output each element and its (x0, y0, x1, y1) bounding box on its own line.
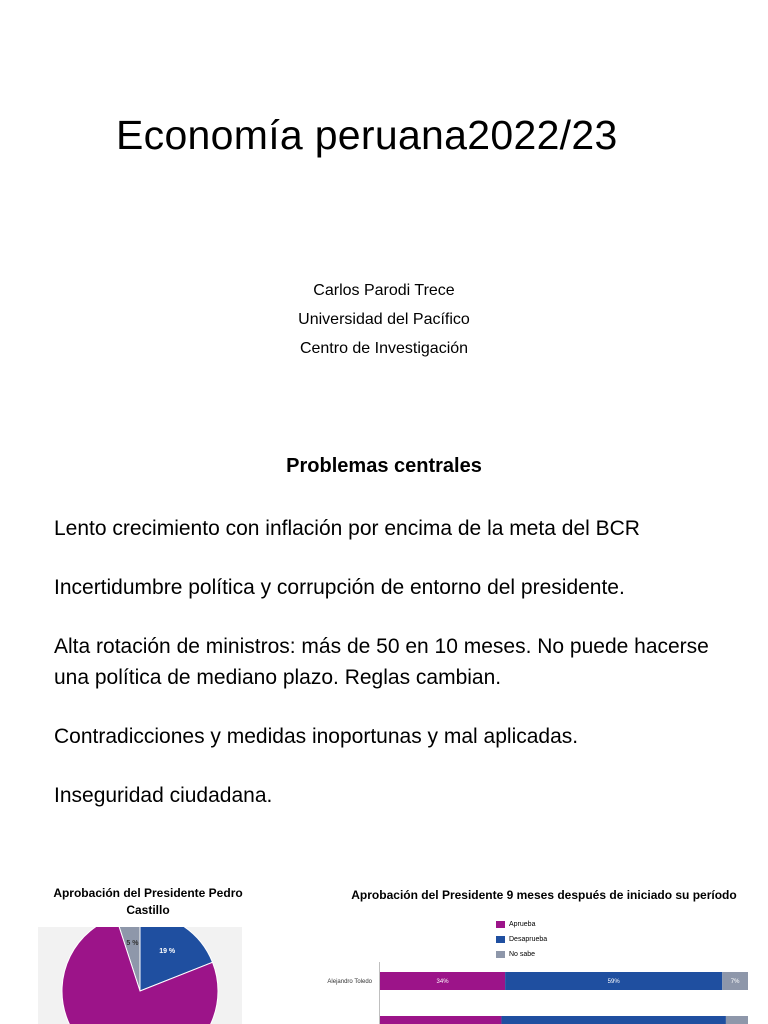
legend-swatch-no-sabe (496, 951, 505, 958)
problems-list (54, 513, 744, 839)
bar-value-label: 7% (730, 979, 740, 985)
bar-segment (501, 1016, 725, 1024)
pie-chart (38, 927, 242, 1024)
bar-category-label: Alejandro Toledo (327, 979, 372, 985)
legend-swatch-aprueba (496, 921, 505, 928)
section-heading: Problemas centrales (286, 455, 482, 477)
slide-problems (0, 430, 768, 1024)
bar-value-label: 59% (607, 979, 620, 985)
author-center: Centro de Investigación (299, 340, 469, 357)
pie-slice-label: 5 % (126, 940, 139, 948)
legend-label-desaprueba: Desaprueba (509, 936, 548, 943)
slide-title (0, 0, 768, 430)
author-block (0, 276, 768, 363)
problem-item: Alta rotación de ministros: más de 50 en 10 meses. No puede hacerse una política de mediano plazo. Reglas cambian. (54, 635, 709, 689)
problem-item: Contradicciones y medidas inoportunas y mal aplicadas. (54, 725, 579, 748)
presentation-title: Economía peruana2022/23 (116, 112, 618, 158)
author-name: Carlos Parodi Trece (313, 282, 455, 299)
problem-item: Lento crecimiento con inflación por encima de la meta del BCR (54, 517, 640, 540)
bar-chart-title: Aprobación del Presidente 9 meses después de iniciado su período (351, 888, 737, 902)
legend-item-aprueba (496, 917, 547, 932)
legend-item-no-sabe (496, 947, 547, 962)
bar-segment (380, 1016, 501, 1024)
pie-slice-label: 19 % (159, 948, 176, 956)
author-university: Universidad del Pacífico (298, 311, 470, 328)
bar-segment (726, 1016, 748, 1024)
problem-item: Inseguridad ciudadana. (54, 784, 273, 807)
pie-chart-svg (38, 927, 242, 1024)
legend-swatch-desaprueba (496, 936, 505, 943)
pie-chart-title: Aprobación del Presidente Pedro Castillo (53, 886, 243, 917)
legend-label-no-sabe: No sabe (509, 951, 536, 958)
bar-chart-legend (496, 917, 547, 962)
problem-item: Incertidumbre política y corrupción de entorno del presidente. (54, 576, 625, 599)
bar-value-label: 34% (436, 979, 449, 985)
legend-label-aprueba: Aprueba (509, 921, 536, 928)
legend-item-desaprueba (496, 932, 547, 947)
